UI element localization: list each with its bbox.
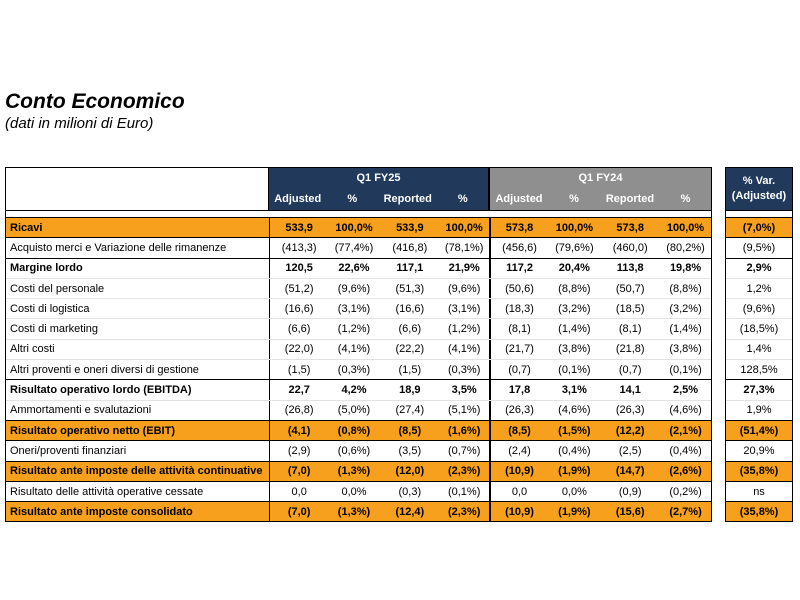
row-label: Costi di marketing — [6, 319, 270, 338]
subheader-reported: Reported — [605, 193, 655, 206]
cell-value: (4,1) — [287, 424, 311, 437]
table-row — [6, 400, 711, 420]
var-value: 1,4% — [726, 339, 792, 359]
cell-value: (7,0) — [287, 465, 311, 478]
cell-value: 2,5% — [673, 384, 699, 397]
cell-value: (3,1%) — [337, 302, 371, 315]
group-label: Q1 FY25 — [356, 172, 401, 185]
var-value: ns — [726, 481, 792, 501]
var-value: (35,8%) — [726, 501, 792, 521]
cell-value: (1,5%) — [558, 424, 591, 437]
cell-value: 113,8 — [616, 262, 644, 275]
cell-value: (4,6%) — [558, 404, 591, 417]
cell-value: 18,9 — [399, 384, 421, 397]
cell-value: 0,0% — [561, 485, 587, 498]
row-label: Oneri/proventi finanziari — [6, 441, 270, 460]
subheader-reported: Reported — [383, 193, 432, 206]
page-subtitle: (dati in milioni di Euro) — [5, 115, 154, 132]
cell-value: (8,5) — [398, 424, 422, 437]
row-label: Acquisto merci e Variazione delle rimanenze — [6, 238, 270, 257]
cell-value: (15,6) — [615, 505, 645, 518]
cell-value: 3,5% — [440, 380, 491, 399]
cell-value: (8,8%) — [558, 282, 591, 295]
cell-value: (12,2) — [615, 424, 645, 437]
cell-value: (5,1%) — [440, 401, 491, 420]
cell-value: (1,2%) — [337, 323, 371, 336]
cell-value: (2,3%) — [440, 502, 491, 521]
row-label: Costi del personale — [6, 279, 270, 298]
cell-value: 0,0 — [511, 485, 528, 498]
cell-value: (0,8%) — [337, 424, 371, 437]
main-table — [5, 167, 712, 522]
cell-value: 573,8 — [505, 221, 534, 234]
cell-value: (3,2%) — [558, 302, 591, 315]
cell-value: 100,0% — [335, 221, 373, 234]
cell-value: (21,8) — [615, 343, 645, 356]
cell-value: (2,3%) — [440, 462, 491, 481]
cell-value: (1,5) — [398, 363, 422, 376]
var-value: (35,8%) — [726, 461, 792, 481]
cell-value: (12,4) — [395, 505, 425, 518]
cell-value: (8,5) — [508, 424, 531, 437]
var-value: 2,9% — [726, 258, 792, 278]
var-value: (9,5%) — [726, 237, 792, 257]
cell-value: 573,8 — [616, 221, 644, 234]
table-row — [6, 237, 711, 257]
group-label: Q1 FY24 — [578, 172, 623, 185]
cell-value: (0,4%) — [669, 444, 702, 457]
table-row — [6, 440, 711, 460]
cell-value: (456,6) — [502, 241, 537, 254]
var-value: (18,5%) — [726, 318, 792, 338]
cell-value: (9,6%) — [337, 282, 371, 295]
cell-value: (12,0) — [395, 465, 425, 478]
row-label: Ammortamenti e svalutazioni — [6, 401, 270, 420]
row-label: Altri proventi e oneri diversi di gestione — [6, 360, 270, 379]
cell-value: (0,7%) — [440, 441, 491, 460]
var-value: (7,0%) — [726, 217, 792, 237]
subheader-row — [490, 189, 711, 210]
cell-value: (9,6%) — [440, 279, 491, 298]
table-row — [6, 318, 711, 338]
table-row — [6, 359, 711, 379]
var-value: (51,4%) — [726, 420, 792, 440]
table-row — [6, 461, 711, 481]
cell-value: (79,6%) — [555, 241, 594, 254]
table-row — [6, 420, 711, 440]
var-value: 1,9% — [726, 400, 792, 420]
cell-value: (0,2%) — [669, 485, 702, 498]
cell-value: (27,4) — [395, 404, 425, 417]
cell-value: (21,7) — [505, 343, 534, 356]
table-row — [6, 501, 711, 521]
cell-value: 533,9 — [285, 221, 313, 234]
cell-value: (7,0) — [287, 505, 311, 518]
cell-value: (8,1) — [618, 323, 642, 336]
cell-value: (0,9) — [618, 485, 642, 498]
cell-value: (10,9) — [505, 465, 534, 478]
cell-value: (3,1%) — [440, 299, 491, 318]
cell-value: (18,3) — [505, 302, 534, 315]
table-row — [6, 278, 711, 298]
cell-value: (1,3%) — [337, 505, 371, 518]
cell-value: (2,5) — [618, 444, 642, 457]
cell-value: (4,1%) — [440, 340, 491, 359]
cell-value: 0,0 — [291, 485, 307, 498]
cell-value: (1,4%) — [669, 323, 702, 336]
cell-value: 100,0% — [666, 221, 705, 234]
cell-value: (1,9%) — [558, 505, 591, 518]
row-label: Ricavi — [6, 218, 270, 237]
table-header — [6, 168, 711, 211]
table-row — [6, 379, 711, 399]
cell-value: 22,7 — [288, 384, 310, 397]
cell-value: (4,6%) — [669, 404, 702, 417]
cell-value: (18,5) — [615, 302, 645, 315]
row-label: Costi di logistica — [6, 299, 270, 318]
table-body — [6, 217, 711, 521]
cell-value: 120,5 — [285, 262, 313, 275]
cell-value: (80,2%) — [666, 241, 705, 254]
cell-value: (460,0) — [612, 241, 648, 254]
cell-value: (26,8) — [284, 404, 314, 417]
var-header-line2: (Adjusted) — [731, 190, 787, 202]
cell-value: (0,4%) — [558, 444, 591, 457]
var-header — [726, 168, 792, 211]
cell-value: 100,0% — [555, 221, 594, 234]
cell-value: (26,3) — [505, 404, 534, 417]
cell-value: (0,1%) — [669, 363, 702, 376]
cell-value: (14,7) — [615, 465, 645, 478]
cell-value: (0,1%) — [558, 363, 591, 376]
var-value: 128,5% — [726, 359, 792, 379]
cell-value: (26,3) — [615, 404, 645, 417]
var-value: 27,3% — [726, 379, 792, 399]
cell-value: 0,0% — [341, 485, 367, 498]
row-label: Risultato ante imposte delle attività continuative — [6, 462, 270, 481]
cell-value: (2,1%) — [669, 424, 702, 437]
cell-value: (2,7%) — [669, 505, 702, 518]
cell-value: (50,7) — [615, 282, 645, 295]
cell-value: (1,2%) — [440, 319, 491, 338]
cell-value: (51,3) — [395, 282, 425, 295]
cell-value: (16,6) — [284, 302, 314, 315]
cell-value: (0,3%) — [440, 360, 491, 379]
cell-value: (3,5) — [398, 444, 422, 457]
row-label: Risultato ante imposte consolidato — [6, 502, 270, 521]
cell-value: (0,3) — [398, 485, 422, 498]
label-header-cell — [6, 168, 269, 210]
cell-value: (1,4%) — [558, 323, 591, 336]
var-body — [726, 217, 792, 521]
cell-value: (51,2) — [284, 282, 314, 295]
row-label: Risultato operativo lordo (EBITDA) — [6, 380, 270, 399]
table-row — [6, 481, 711, 501]
cell-value: (22,0) — [284, 343, 314, 356]
cell-value: (0,6%) — [337, 444, 371, 457]
row-label: Risultato delle attività operative cessate — [6, 482, 270, 501]
cell-value: (3,8%) — [558, 343, 591, 356]
cell-value: 3,1% — [561, 384, 587, 397]
subheader-: % — [569, 193, 579, 206]
cell-value: (413,3) — [281, 241, 317, 254]
cell-value: 117,1 — [396, 262, 424, 275]
cell-value: (10,9) — [505, 505, 534, 518]
cell-value: (22,2) — [395, 343, 425, 356]
cell-value: (0,3%) — [337, 363, 371, 376]
cell-value: 100,0% — [440, 218, 491, 237]
cell-value: (1,9%) — [558, 465, 591, 478]
cell-value: 22,6% — [338, 262, 370, 275]
cell-value: (1,5) — [287, 363, 311, 376]
cell-value: (0,1%) — [440, 482, 491, 501]
cell-value: (5,0%) — [337, 404, 371, 417]
cell-value: (8,8%) — [669, 282, 702, 295]
cell-value: 20,4% — [558, 262, 590, 275]
cell-value: (77,4%) — [334, 241, 374, 254]
column-group-q1fy24 — [490, 168, 711, 210]
cell-value: 533,9 — [396, 221, 424, 234]
cell-value: (8,1) — [508, 323, 531, 336]
row-label: Altri costi — [6, 340, 270, 359]
var-value: (9,6%) — [726, 298, 792, 318]
cell-value: (0,7) — [508, 363, 531, 376]
table-row — [6, 339, 711, 359]
table-row — [6, 258, 711, 278]
cell-value: (0,7) — [618, 363, 642, 376]
cell-value: 19,8% — [669, 262, 702, 275]
cell-value: (16,6) — [395, 302, 425, 315]
cell-value: (6,6) — [287, 323, 311, 336]
var-header-line1: % Var. — [742, 175, 776, 187]
cell-value: (78,1%) — [440, 238, 491, 257]
page-title: Conto Economico — [5, 90, 185, 113]
cell-value: 21,9% — [440, 259, 491, 278]
cell-value: 17,8 — [508, 384, 531, 397]
cell-value: 4,2% — [341, 384, 367, 397]
cell-value: (416,8) — [392, 241, 428, 254]
row-label: Risultato operativo netto (EBIT) — [6, 421, 270, 440]
table-row — [6, 217, 711, 237]
cell-value: (50,6) — [505, 282, 534, 295]
subheader-: % — [457, 193, 468, 206]
cell-value: 117,2 — [506, 262, 533, 275]
subheader-adjusted: Adjusted — [274, 193, 322, 206]
cell-value: (4,1%) — [337, 343, 371, 356]
subheader-: % — [680, 193, 691, 206]
cell-value: (3,8%) — [669, 343, 702, 356]
cell-value: (2,9) — [287, 444, 311, 457]
cell-value: (1,3%) — [337, 465, 371, 478]
var-value: 20,9% — [726, 440, 792, 460]
cell-value: (6,6) — [398, 323, 422, 336]
cell-value: 14,1 — [619, 384, 641, 397]
cell-value: (2,6%) — [669, 465, 702, 478]
income-statement — [5, 167, 793, 522]
row-label: Margine lordo — [6, 259, 270, 278]
subheader-: % — [347, 193, 358, 206]
cell-value: (2,4) — [508, 444, 531, 457]
subheader-row — [269, 189, 488, 210]
cell-value: (3,2%) — [669, 302, 702, 315]
cell-value: (1,6%) — [440, 421, 491, 440]
table-row — [6, 298, 711, 318]
var-table — [725, 167, 793, 522]
column-group-q1fy25 — [269, 168, 490, 210]
var-value: 1,2% — [726, 278, 792, 298]
subheader-adjusted: Adjusted — [495, 193, 543, 206]
